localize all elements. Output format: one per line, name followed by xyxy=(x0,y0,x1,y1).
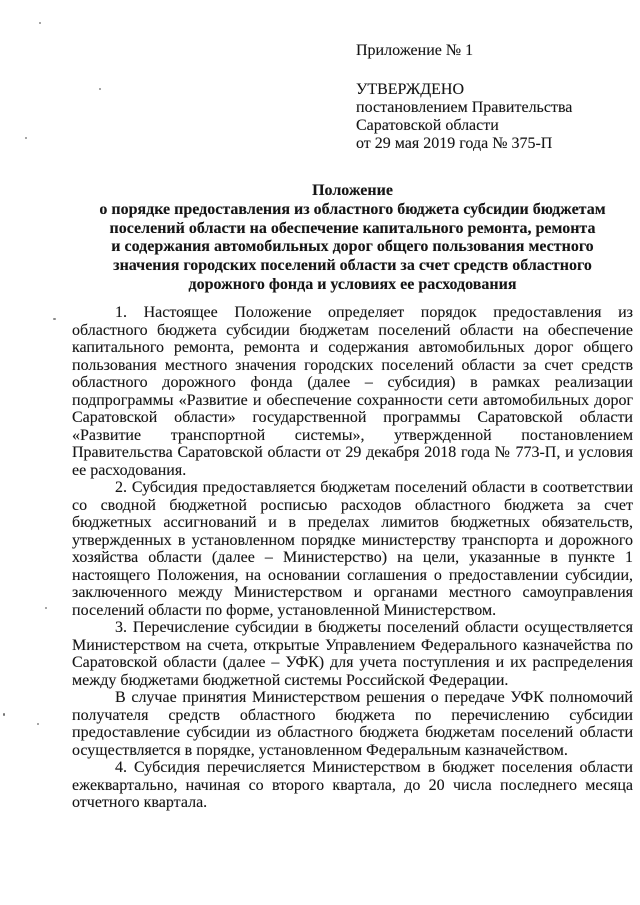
scan-speckle xyxy=(99,88,101,90)
title-line: значения городских поселений области за счет средств областного xyxy=(113,257,592,275)
title-line: о порядке предоставления из областного бюджета субсидии бюджетам xyxy=(99,200,606,218)
paragraph-3: 3. Перечисление субсидии в бюджеты поселений области осуществляется Министерством на счета, открытые Управлением Федерального казначейства по Саратовской области (далее – УФК) для учета поступления и их распределения между бюджетами бюджетной системы Российской Федерации. xyxy=(72,619,633,689)
scan-speckle xyxy=(45,607,47,609)
annex-number-label: Приложение № 1 xyxy=(356,42,474,59)
title-line: Положение xyxy=(312,182,393,199)
approval-line-region: Саратовской области xyxy=(356,117,499,134)
scan-speckle xyxy=(53,318,56,320)
paragraph-2: 2. Субсидия предоставляется бюджетам поселений области в соответствии со сводной бюджетной росписью расходов областного бюджета за счет бюджетных ассигнований и в пределах лимитов бюджетных обязательств, утвержденных в установленном порядке министерству транспорта и дорожного хозяйства области (далее – Министерство) на цели, указанные в пункте 1 настоящего Положения, на основании соглашения о предоставлении субсидии, заключенного между Министерством и органами местного самоуправления поселений области по форме, установленной Министерством. xyxy=(72,479,633,619)
scan-speckle xyxy=(3,713,5,716)
approval-block xyxy=(356,81,572,153)
approval-line-approved: УТВЕРЖДЕНО xyxy=(356,81,465,98)
approval-line-resolution: постановлением Правительства xyxy=(356,99,573,116)
paragraph-1: 1. Настоящее Положение определяет порядок предоставления из областного бюджета субсидии бюджетам поселений области на обеспечение капитального ремонта, ремонта и содержания автомобильных дорог общего пользования местного значения городских поселений области за счет средств областного дорожного фонда (далее – субсидия) в рамках реализации подпрограммы «Развитие и обеспечение сохранности сети автомобильных дорог Саратовской области» государственной программы Саратовской области «Развитие транспортной системы», утвержденной постановлением Правительства Саратовской области от 29 декабря 2018 года № 773-П, и условия ее расходования. xyxy=(72,304,633,479)
title-line: и содержания автомобильных дорог общего пользования местного xyxy=(111,238,594,256)
scan-speckle xyxy=(25,137,27,139)
paragraph-3-continuation: В случае принятия Министерством решения о передаче УФК полномочий получателя средств областного бюджета по перечислению субсидии предоставление субсидии из областного бюджета бюджетам поселений области осуществляется в порядке, установленном Федеральным казначейством. xyxy=(72,689,633,759)
document-title xyxy=(72,182,633,295)
title-line: поселений области на обеспечение капитального ремонта, ремонта xyxy=(109,219,596,237)
approval-line-date-number: от 29 мая 2019 года № 375-П xyxy=(356,135,553,152)
document-body xyxy=(72,304,633,812)
scan-speckle xyxy=(39,22,41,24)
paragraph-4: 4. Субсидия перечисляется Министерством в бюджет поселения области ежеквартально, начиная со второго квартала, до 20 числа последнего месяца отчетного квартала. xyxy=(72,759,633,811)
scan-speckle xyxy=(37,723,39,725)
title-line: дорожного фонда и условиях ее расходования xyxy=(188,275,517,293)
